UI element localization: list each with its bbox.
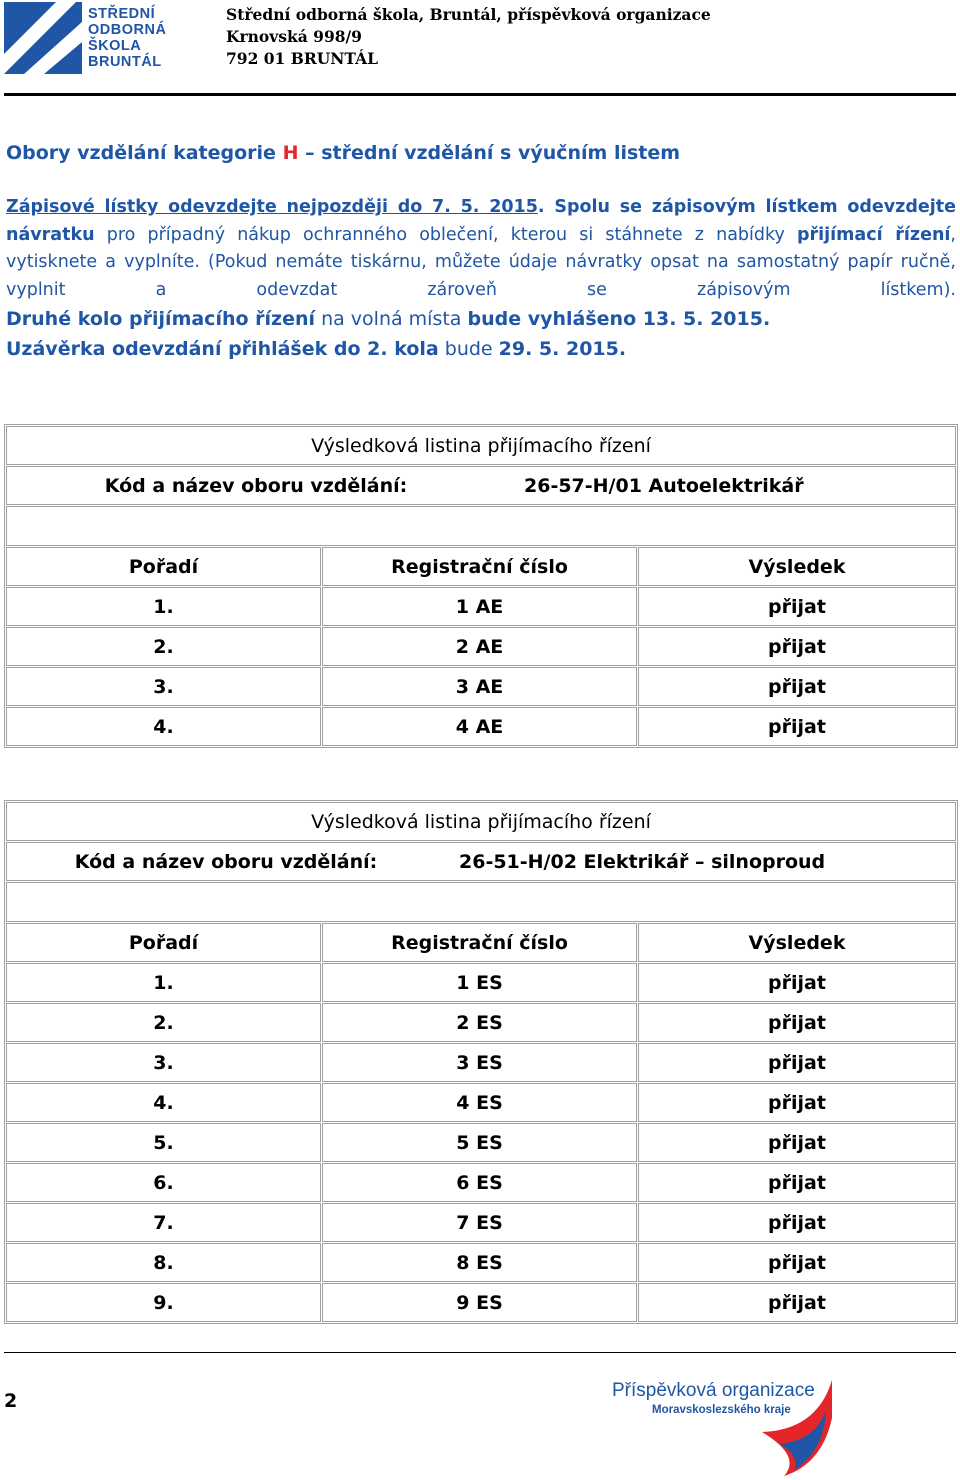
column-header-order: Pořadí xyxy=(6,547,321,586)
table-row xyxy=(6,627,956,666)
reg-number-cell: 1 ES xyxy=(322,963,637,1002)
second-round-label: Druhé kolo přijímacího řízení xyxy=(6,308,316,330)
result-cell: přijat xyxy=(638,1243,956,1282)
logo-line-4: BRUNTÁL xyxy=(88,54,162,70)
table-row xyxy=(6,1083,956,1122)
closing-text: bude xyxy=(438,338,499,360)
deadline-text: Zápisové lístky odevzdejte nejpozději do 7. 5. 2015 xyxy=(6,197,538,217)
order-cell: 2. xyxy=(6,627,321,666)
heading-part-2: – střední vzdělání s výučním listem xyxy=(298,142,681,164)
result-cell: přijat xyxy=(638,707,956,746)
column-header-reg-number: Registrační číslo xyxy=(322,923,637,962)
result-cell: přijat xyxy=(638,1083,956,1122)
results-table-elektrikar-silnoproud xyxy=(4,800,958,1324)
result-cell: přijat xyxy=(638,1283,956,1322)
header-divider xyxy=(4,93,956,96)
table-row xyxy=(6,963,956,1002)
result-cell: přijat xyxy=(638,1163,956,1202)
table-row xyxy=(6,1203,956,1242)
result-cell: přijat xyxy=(638,963,956,1002)
table-title: Výsledková listina přijímacího řízení xyxy=(6,802,956,841)
results-table-autoelektrikar xyxy=(4,424,958,748)
table-title: Výsledková listina přijímacího řízení xyxy=(6,426,956,465)
table-spacer xyxy=(6,506,956,546)
result-cell: přijat xyxy=(638,1203,956,1242)
school-street: Krnovská 998/9 xyxy=(226,27,362,46)
reg-number-cell: 5 ES xyxy=(322,1123,637,1162)
second-round-date: bude vyhlášeno 13. 5. 2015. xyxy=(467,308,771,330)
closing-date: 29. 5. 2015. xyxy=(498,338,627,360)
info-second-round xyxy=(6,304,956,334)
order-cell: 3. xyxy=(6,667,321,706)
info-text-2: , vytisknete a vyplníte. (Pokud nemáte tiskárnu, můžete údaje návratky opsat na samostatný papír ručně, vyplnit a odevzdat zároveň se zápisovým lístkem). xyxy=(6,224,956,300)
logo-line-3: ŠKOLA xyxy=(88,38,142,54)
field-code-label: Kód a název oboru vzdělání: xyxy=(74,850,378,873)
order-cell: 6. xyxy=(6,1163,321,1202)
info-paragraph-deadline xyxy=(6,194,956,304)
order-cell: 4. xyxy=(6,1083,321,1122)
order-cell: 1. xyxy=(6,587,321,626)
admission-link-text: přijímací řízení xyxy=(797,224,951,245)
result-cell: přijat xyxy=(638,1123,956,1162)
result-cell: přijat xyxy=(638,667,956,706)
result-cell: přijat xyxy=(638,1043,956,1082)
table-row xyxy=(6,1243,956,1282)
column-header-order: Pořadí xyxy=(6,923,321,962)
school-city: 792 01 BRUNTÁL xyxy=(226,49,378,68)
order-cell: 8. xyxy=(6,1243,321,1282)
order-cell: 9. xyxy=(6,1283,321,1322)
info-text-1: pro případný nákup ochranného oblečení, kterou si stáhnete z nabídky xyxy=(94,224,798,245)
reg-number-cell: 4 AE xyxy=(322,707,637,746)
table-row xyxy=(6,1003,956,1042)
reg-number-cell: 1 AE xyxy=(322,587,637,626)
result-cell: přijat xyxy=(638,1003,956,1042)
field-code-row xyxy=(6,842,956,881)
closing-label: Uzávěrka odevzdání přihlášek do 2. kola xyxy=(6,338,439,360)
region-logo xyxy=(612,1360,832,1476)
footer-divider xyxy=(4,1352,956,1353)
page-heading xyxy=(6,142,680,164)
school-logo-text xyxy=(88,6,166,70)
result-cell: přijat xyxy=(638,627,956,666)
info-closing xyxy=(6,334,956,364)
order-cell: 1. xyxy=(6,963,321,1002)
field-code-value: 26-51-H/02 Elektrikář – silnoproud xyxy=(459,850,826,873)
result-cell: přijat xyxy=(638,587,956,626)
table-row xyxy=(6,667,956,706)
column-header-result: Výsledek xyxy=(638,923,956,962)
school-address xyxy=(226,4,711,70)
school-name: Střední odborná škola, Bruntál, příspěvková organizace xyxy=(226,5,711,24)
order-cell: 2. xyxy=(6,1003,321,1042)
reg-number-cell: 8 ES xyxy=(322,1243,637,1282)
field-code-value: 26-57-H/01 Autoelektrikář xyxy=(524,474,804,497)
table-row xyxy=(6,1123,956,1162)
reg-number-cell: 4 ES xyxy=(322,1083,637,1122)
reg-number-cell: 9 ES xyxy=(322,1283,637,1322)
reg-number-cell: 7 ES xyxy=(322,1203,637,1242)
reg-number-cell: 3 AE xyxy=(322,667,637,706)
region-logo-subtitle: Moravskoslezského kraje xyxy=(652,1404,791,1416)
logo-line-1: STŘEDNÍ xyxy=(88,6,156,22)
column-header-reg-number: Registrační číslo xyxy=(322,547,637,586)
heading-letter: H xyxy=(282,142,299,164)
heading-part-1: Obory vzdělání kategorie xyxy=(6,142,283,164)
order-cell: 7. xyxy=(6,1203,321,1242)
reg-number-cell: 6 ES xyxy=(322,1163,637,1202)
order-cell: 5. xyxy=(6,1123,321,1162)
reg-number-cell: 2 ES xyxy=(322,1003,637,1042)
table-row xyxy=(6,707,956,746)
table-row xyxy=(6,587,956,626)
order-cell: 3. xyxy=(6,1043,321,1082)
school-logo xyxy=(4,2,194,74)
region-logo-title: Příspěvková organizace xyxy=(612,1380,815,1401)
field-code-row xyxy=(6,466,956,505)
info-block xyxy=(6,194,956,364)
table-row xyxy=(6,1043,956,1082)
region-logo-swoosh xyxy=(612,1360,832,1476)
reg-number-cell: 3 ES xyxy=(322,1043,637,1082)
table-header-row xyxy=(6,923,956,962)
return-form-text: . Spolu se zápisovým lístkem odevzdejte návratku xyxy=(6,197,956,245)
table-row xyxy=(6,1163,956,1202)
page-number: 2 xyxy=(4,1390,18,1412)
column-header-result: Výsledek xyxy=(638,547,956,586)
table-spacer xyxy=(6,882,956,922)
school-logo-mark xyxy=(4,2,82,74)
second-round-text: na volná místa xyxy=(315,308,468,330)
table-row xyxy=(6,1283,956,1322)
logo-line-2: ODBORNÁ xyxy=(88,22,167,38)
order-cell: 4. xyxy=(6,707,321,746)
reg-number-cell: 2 AE xyxy=(322,627,637,666)
table-header-row xyxy=(6,547,956,586)
field-code-label: Kód a název oboru vzdělání: xyxy=(104,474,408,497)
